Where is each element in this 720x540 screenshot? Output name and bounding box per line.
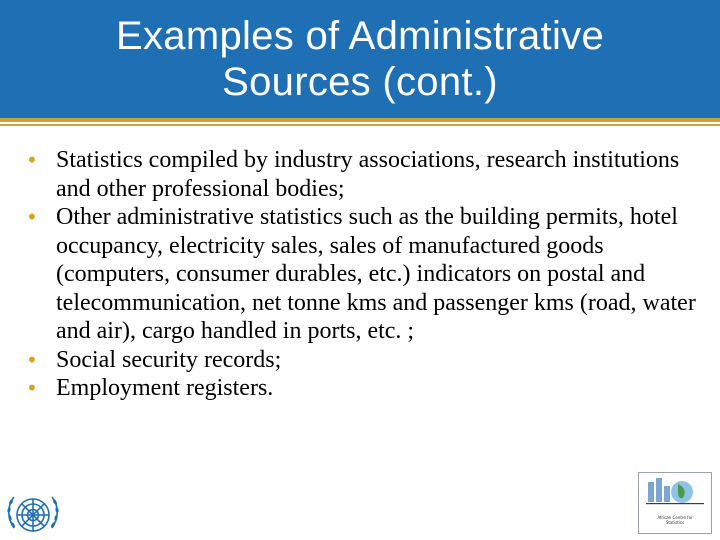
bullet-dot-icon: • <box>26 347 38 372</box>
bullet-text: Employment registers. <box>56 375 274 401</box>
bullet-text: Statistics compiled by industry associations, research institutions and other professional bodies; <box>56 147 680 202</box>
bullet-dot-icon: • <box>26 205 38 229</box>
bullet-item <box>26 374 710 403</box>
bullet-dot-icon: • <box>26 376 38 400</box>
bullet-dot-icon: • <box>26 148 38 172</box>
bullet-text: Social security records; <box>56 346 282 373</box>
bullet-list <box>26 146 710 403</box>
bullet-text: Other administrative statistics such as the building permits, hotel occupancy, electricity sales, sales of manufactured goods (computers, consumer durables, etc.) indicators on postal and telecommunication, net tonne kms and passenger kms (road, water and air), cargo handled in ports, etc. ; <box>56 204 696 344</box>
un-emblem-icon <box>2 484 64 540</box>
slide-title: Examples of Administrative Sources (cont.) <box>116 14 604 104</box>
centre-logo-caption: African Centre for Statistics <box>657 515 693 525</box>
header-rule-thin <box>0 124 720 126</box>
title-bar <box>0 0 720 118</box>
bullet-item <box>26 146 710 203</box>
bullet-item <box>26 346 710 375</box>
header-rule-thick <box>0 118 720 122</box>
bullet-item <box>26 203 710 346</box>
